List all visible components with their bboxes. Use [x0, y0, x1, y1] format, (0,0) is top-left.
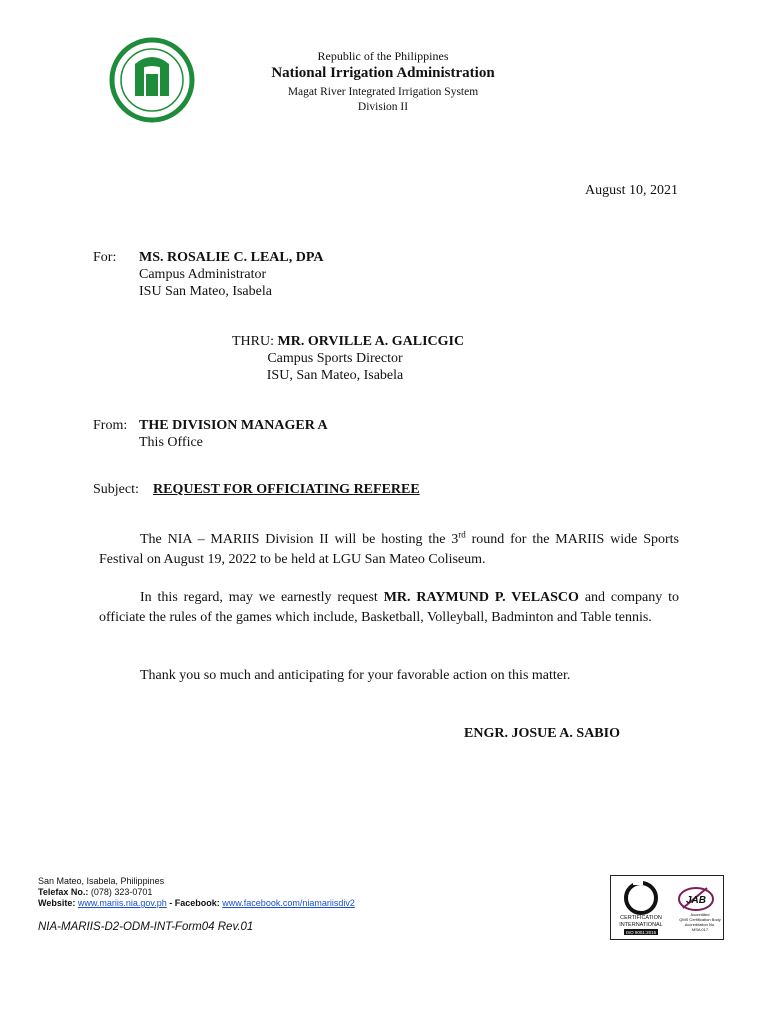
paragraph-2 — [99, 588, 679, 628]
thru-name: MR. ORVILLE A. GALICGIC — [277, 334, 465, 349]
thru-title: Campus Sports Director — [267, 351, 403, 366]
jab-label: JAB — [685, 895, 707, 906]
ci-line1: CERTIFICATION — [620, 915, 662, 921]
recipient-office: ISU San Mateo, Isabela — [139, 284, 272, 299]
agency-name: National Irrigation Administration — [271, 65, 495, 81]
from-label: From: — [93, 418, 128, 433]
facebook-label: Facebook: — [174, 898, 220, 908]
p2-text-b: and company to officiate the rules of the games which include, Basketball, Volleyball, Badminton and Table tennis. — [99, 590, 679, 625]
telefax-number: (078) 323-0701 — [90, 887, 153, 897]
website-label: Website: — [38, 898, 76, 908]
accred-no-label: Accreditation No. — [684, 922, 716, 927]
footer-telefax — [38, 887, 152, 898]
letter-date: August 10, 2021 — [585, 183, 678, 198]
paragraph-3 — [99, 666, 679, 686]
certification-badge — [610, 875, 724, 940]
paragraph-1 — [99, 530, 679, 570]
ci-line2: INTERNATIONAL — [619, 922, 663, 928]
accred-code-label: MSA 017 — [691, 927, 709, 932]
p2-bold-name: MR. RAYMUND P. VELASCO — [383, 590, 579, 605]
ci-logo-icon — [626, 878, 656, 913]
accredited-label: Accredited — [690, 912, 710, 917]
thru-line — [232, 333, 464, 350]
p2-text-a: In this regard, may we earnestly request — [140, 590, 384, 605]
form-code: NIA-MARIIS-D2-ODM-INT-Form04 Rev.01 — [38, 921, 254, 933]
website-link[interactable]: www.mariis.nia.gov.ph — [77, 898, 167, 908]
p3-text: Thank you so much and anticipating for your favorable action on this matter. — [140, 668, 571, 683]
footer-address: San Mateo, Isabela, Philippines — [38, 876, 165, 886]
recipient-title: Campus Administrator — [139, 267, 267, 282]
division-name: Division II — [357, 101, 409, 113]
p1-text-a: The NIA – MARIIS Division II will be hosting the 3 — [140, 532, 459, 547]
subject-text: REQUEST FOR OFFICIATING REFEREE — [153, 482, 420, 497]
footer-web — [38, 898, 355, 909]
facebook-link[interactable]: www.facebook.com/niamariisdiv2 — [222, 898, 355, 908]
sender-name: THE DIVISION MANAGER A — [139, 418, 328, 433]
iso-label: ISO 9001:2015 — [625, 929, 657, 935]
subject-label: Subject: — [93, 482, 139, 497]
sender-office: This Office — [139, 435, 203, 450]
system-name: Magat River Integrated Irrigation System — [287, 86, 479, 98]
thru-label: THRU: — [232, 334, 274, 349]
recipient-name: MS. ROSALIE C. LEAL, DPA — [139, 250, 324, 265]
qms-label: QMS Certification Body — [679, 917, 721, 922]
thru-office: ISU, San Mateo, Isabela — [266, 368, 404, 383]
footer-separator: - — [169, 898, 173, 908]
republic-line: Republic of the Philippines — [317, 49, 449, 63]
telefax-label: Telefax No.: — [38, 887, 89, 897]
p1-text-b: round for the MARIIS wide Sports Festival on August 19, 2022 to be held at LGU San Mateo Coliseum. — [99, 532, 679, 567]
p1-superscript: rd — [458, 529, 466, 540]
nia-logo — [108, 36, 196, 124]
for-label: For: — [93, 250, 117, 265]
signatory-name: ENGR. JOSUE A. SABIO — [464, 726, 620, 741]
